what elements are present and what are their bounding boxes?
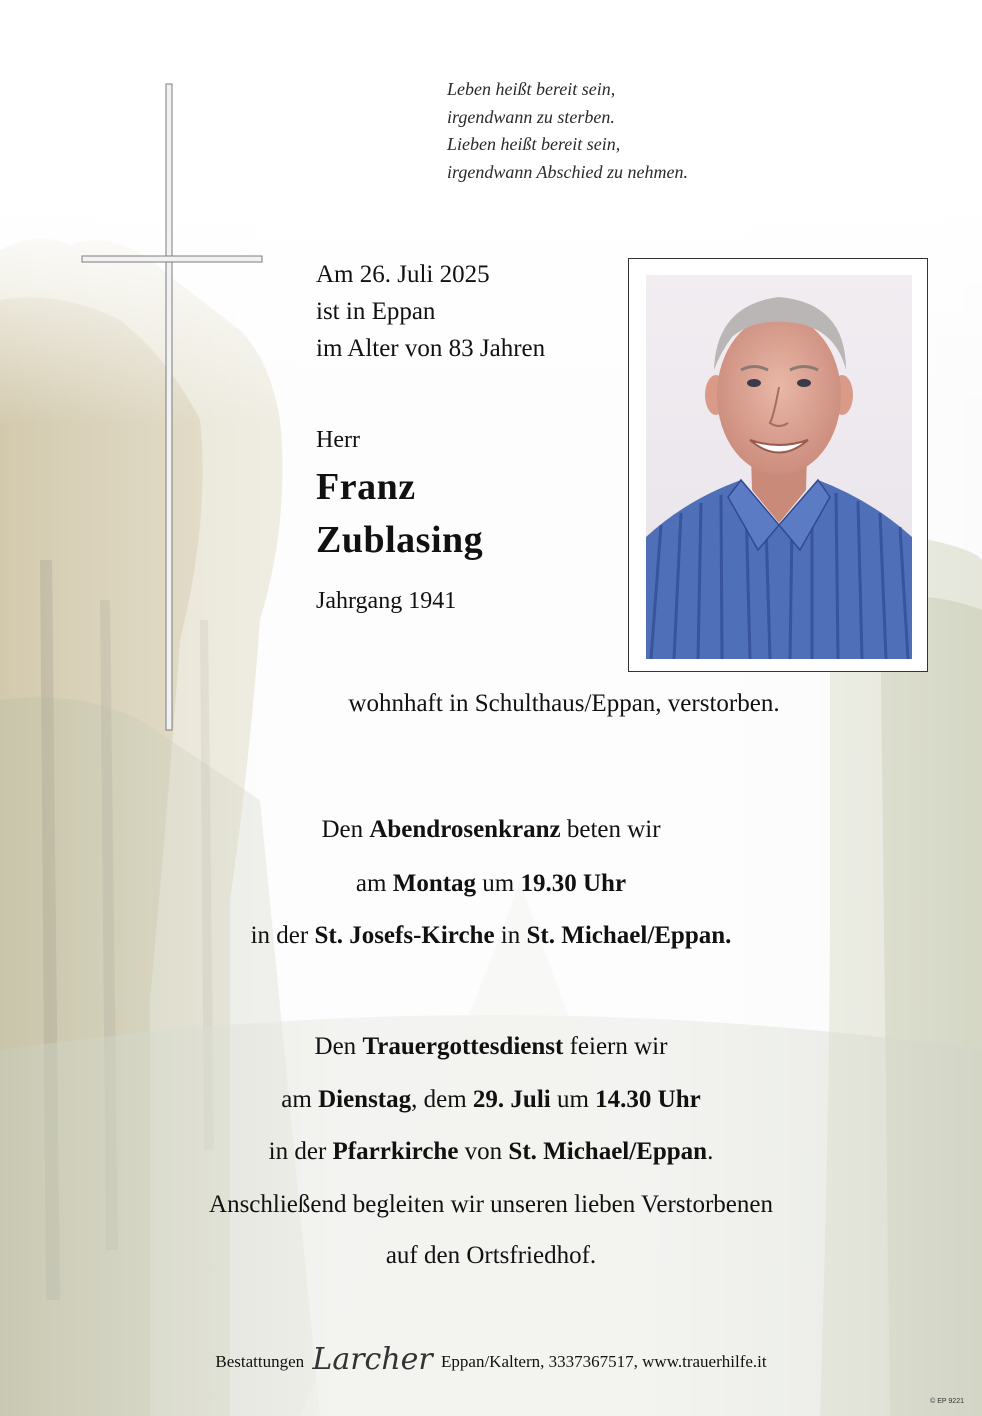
funeral-line-3: in der Pfarrkirche von St. Michael/Eppan. bbox=[268, 1138, 714, 1165]
poem-line: irgendwann zu sterben. bbox=[447, 106, 615, 127]
poem bbox=[447, 76, 688, 186]
portrait-photo bbox=[646, 275, 912, 659]
age: im Alter von 83 Jahren bbox=[316, 335, 546, 362]
funeral-home-logo: Larcher bbox=[312, 1342, 433, 1377]
last-name: Zublasing bbox=[316, 519, 484, 561]
footer-contact: Eppan/Kaltern, 3337367517, www.trauerhilfe.it bbox=[441, 1352, 767, 1371]
funeral-line-1: Den Trauergottesdienst feiern wir bbox=[314, 1033, 668, 1060]
poem-line: Lieben heißt bereit sein, bbox=[447, 134, 621, 154]
rosary-line-1: Den Abendrosenkranz beten wir bbox=[321, 816, 661, 843]
salutation: Herr bbox=[316, 427, 360, 453]
death-date: Am 26. Juli 2025 bbox=[316, 261, 490, 288]
funeral-line-5: auf den Ortsfriedhof. bbox=[385, 1242, 597, 1269]
footer-prefix: Bestattungen bbox=[215, 1352, 305, 1371]
poem-line: irgendwann Abschied zu nehmen. bbox=[447, 161, 688, 182]
funeral-line-2: am Dienstag, dem 29. Juli um 14.30 Uhr bbox=[281, 1086, 701, 1113]
funeral-home-footer bbox=[0, 1340, 982, 1375]
portrait-frame bbox=[628, 258, 928, 672]
death-announcement bbox=[316, 256, 545, 367]
death-place: ist in Eppan bbox=[316, 298, 436, 325]
birth-year: Jahrgang 1941 bbox=[316, 588, 457, 614]
reference-code: © EP 9221 bbox=[930, 1398, 964, 1405]
funeral-line-4: Anschließend begleiten wir unseren lieben Verstorbenen bbox=[209, 1191, 773, 1218]
rosary-line-3: in der St. Josefs-Kirche in St. Michael/Eppan. bbox=[250, 922, 732, 949]
residence: wohnhaft in Schulthaus/Eppan, verstorben. bbox=[348, 690, 780, 717]
poem-line: Leben heißt bereit sein, bbox=[447, 79, 616, 99]
rosary-line-2: am Montag um 19.30 Uhr bbox=[355, 870, 627, 897]
first-name: Franz bbox=[316, 466, 416, 508]
